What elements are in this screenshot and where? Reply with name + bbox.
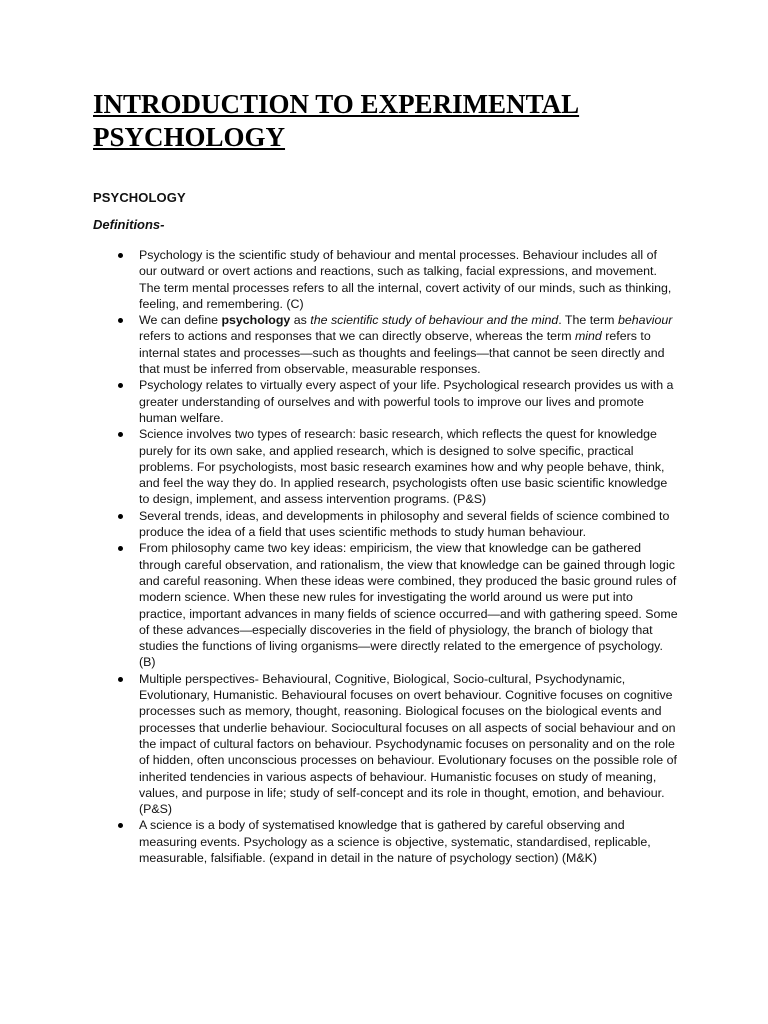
item-text-part: refers to internal states and processes—such as thoughts and feelings—that cannot be seen directly and that must be inferred from observable, measurable responses. xyxy=(139,329,665,377)
document-title: INTRODUCTION TO EXPERIMENTAL PSYCHOLOGY xyxy=(93,89,580,152)
section-heading: PSYCHOLOGY xyxy=(93,190,186,205)
bullet-icon xyxy=(118,546,123,551)
bullet-icon xyxy=(118,823,123,828)
list-item xyxy=(118,247,678,312)
item-italic-term: the scientific study of behaviour and the mind xyxy=(310,313,559,328)
item-text: Multiple perspectives- Behavioural, Cognitive, Biological, Socio-cultural, Psychodynamic, Evolutionary, Humanistic. Behavioural focuses on overt behaviour. Cognitive focuses on cognitive processes such as memory, thought, reasoning. Biological focuses on the biological events and processes that underlie behaviour. Sociocultural focuses on all aspects of social behaviour and on the impact of cultural factors on behaviour. Psychodynamic focuses on personality and on the role of hidden, often unconscious processes on behaviour. Evolutionary focuses on the possible role of inherited tendencies in various aspects of behaviour. Humanistic focuses on study of meaning, values, and purpose in life; study of self-concept and its role in thought, emotion, and behaviour. (P&S) xyxy=(139,671,677,817)
item-text: A science is a body of systematised knowledge that is gathered by careful observing and measuring events. Psychology as a science is objective, systematic, standardised, replicable, measurable, falsifiable. (expand in detail in the nature of psychology section) (M&K) xyxy=(139,818,651,865)
list-item xyxy=(118,312,678,377)
list-item xyxy=(118,426,678,507)
bullet-icon xyxy=(118,383,123,388)
list-item xyxy=(118,540,678,670)
list-item xyxy=(118,671,678,818)
item-text: Psychology relates to virtually every aspect of your life. Psychological research provides us with a greater understanding of ourselves and with powerful tools to improve our lives and promote human welfare. xyxy=(139,378,674,425)
item-text-part: . The term xyxy=(558,313,618,328)
item-text: Psychology is the scientific study of behaviour and mental processes. Behaviour includes all of our outward or overt actions and reactions, such as talking, facial expressions, and movement. The term mental processes refers to all the internal, covert activity of our minds, such as thinking, feeling, and remembering. (C) xyxy=(139,248,672,311)
item-text-part: as xyxy=(290,313,311,328)
bullet-icon xyxy=(118,253,123,258)
item-text-part: refers to actions and responses that we can directly observe, whereas the term xyxy=(139,329,575,344)
item-italic-term: mind xyxy=(574,329,602,344)
bullet-icon xyxy=(118,514,123,519)
item-text-part: We can define xyxy=(139,313,222,328)
item-bold-term: psychology xyxy=(221,313,291,328)
list-item xyxy=(118,508,678,541)
item-text: From philosophy came two key ideas: empiricism, the view that knowledge can be gathered through careful observation, and rationalism, the view that knowledge can be gained through logic and careful reasoning. When these ideas were combined, they produced the basic ground rules of modern science. When these new rules for investigating the world around us were put into practice, important advances in many fields of science occurred—and with gathering speed. Some of these advances—especially discoveries in the field of physiology, the branch of biology that studies the functions of living organisms—were directly related to the emergence of psychology. (B) xyxy=(139,541,678,670)
bullet-icon xyxy=(118,677,123,682)
item-text: Science involves two types of research: basic research, which reflects the quest for knowledge purely for its own sake, and applied research, which is designed to solve specific, practical problems. For psychologists, most basic research examines how and why people behave, think, and feel the way they do. In applied research, psychologists often use basic scientific knowledge to design, implement, and assess intervention programs. (P&S) xyxy=(139,427,668,507)
bullet-icon xyxy=(118,318,123,323)
definitions-list xyxy=(118,247,678,866)
list-item xyxy=(118,377,678,426)
definitions-label: Definitions- xyxy=(93,217,165,232)
item-italic-term: behaviour xyxy=(617,313,673,328)
item-text: Several trends, ideas, and developments in philosophy and several fields of science combined to produce the idea of a field that uses scientific methods to study human behaviour. xyxy=(139,508,670,540)
list-item xyxy=(118,817,678,866)
bullet-icon xyxy=(118,432,123,437)
